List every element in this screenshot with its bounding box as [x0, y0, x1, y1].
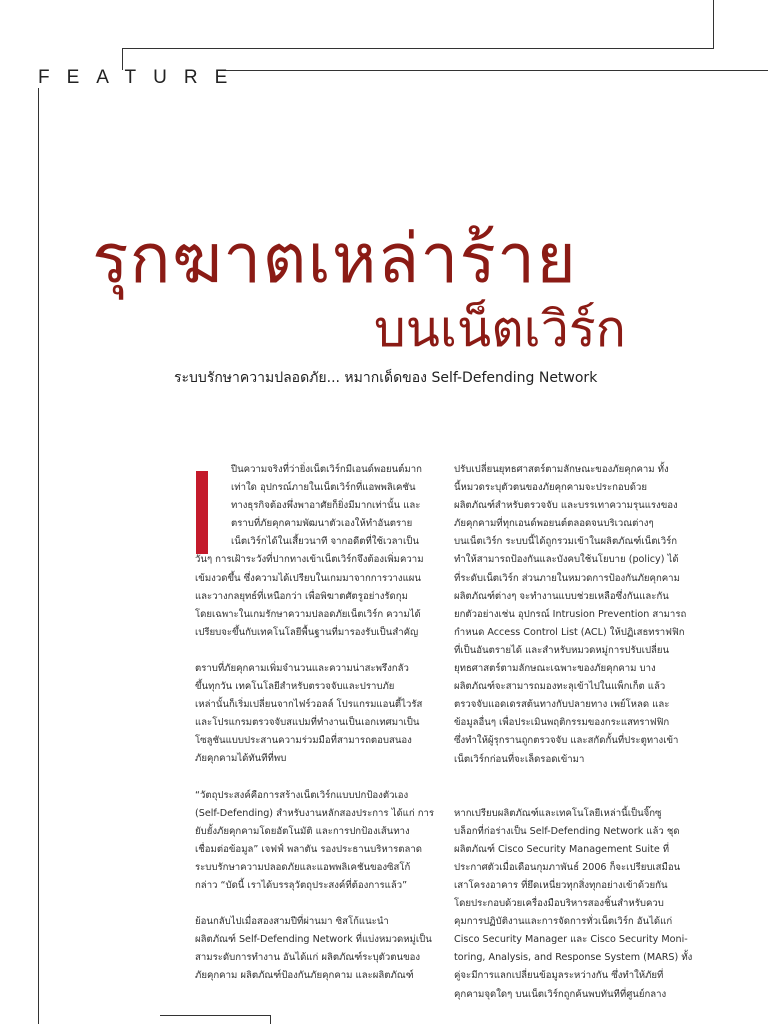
article-title-line2: บนเน็ตเวิร์ก [374, 300, 626, 358]
frame-header-rule [225, 70, 768, 71]
text-line: ภัยคุกคามได้ทันทีที่พบ [195, 753, 287, 765]
text-line: วันๆ การเฝ้าระวังที่ปากทางเข้าเน็ตเวิร์กจึงต้องเพิ่มความ [195, 554, 424, 566]
text-line: นี้หมวดระบุตัวตนของภัยคุกคามจะประกอบด้วย [454, 482, 647, 494]
text-line: ภัยคุกคาม ผลิตภัณฑ์ป้องกันภัยคุกคาม และผลิตภัณฑ์ [195, 970, 414, 982]
paragraph [454, 461, 702, 769]
text-line: toring, Analysis, and Response System (MARS) ทั้ง [454, 952, 693, 964]
text-line: ปีนความจริงที่ว่ายิ่งเน็ตเวิร์กมีเอนด์พอยนต์มาก [231, 464, 422, 475]
left-column [195, 461, 457, 985]
text-line: ที่ระดับเน็ตเวิร์ก ส่วนภายในหมวดการป้องกันภัยคุกคาม [454, 572, 680, 584]
frame-top-border [122, 48, 714, 49]
frame-top-border [713, 0, 714, 48]
text-line: บล็อกที่ก่อร่างเป็น Self-Defending Network แล้ว ชุด [454, 825, 680, 837]
text-line: เสาโครงอาคาร ที่ยึดเหนี่ยวทุกสิ่งทุกอย่างเข้าด้วยกัน [454, 879, 668, 891]
text-line: ซึ่งทำให้ผู้รุกรานถูกตรวจจับ และสกัดกั้นที่ประตูทางเข้า [454, 735, 679, 747]
text-line: คุมการปฏิบัติงานและการจัดการทั่วเน็ตเวิร์ก อันได้แก่ [454, 916, 673, 928]
text-line: หากเปรียบผลิตภัณฑ์และเทคโนโลยีเหล่านี้เป็นจิ๊กซู [454, 807, 662, 819]
text-line: ยับยั้งภัยคุกคามโดยอัตโนมัติ และการปกป้องเส้นทาง [195, 825, 410, 837]
text-line: เข้มงวดขึ้น ซึ่งความได้เปรียบในเกมมาจากการวางแผน [195, 572, 421, 584]
paragraph [454, 805, 702, 1004]
text-line: คู่จะมีการแลกเปลี่ยนข้อมูลระหว่างกัน ซึ่งทำให้ภัยที่ [454, 970, 664, 982]
text-line: โดยเฉพาะในเกมรักษาความปลอดภัยเน็ตเวิร์ก ความได้ [195, 608, 421, 620]
text-line: และวางกลยุทธ์ที่เหนือกว่า เพื่อพิฆาตศัตรูอย่างรัดกุม [195, 590, 408, 602]
text-line: เหล่านั้นก็เริ่มเปลี่ยนจากไฟร์วอลล์ โปรแกรมแอนตี้ไวรัส [195, 699, 423, 711]
text-line: สามระดับการทำงาน อันได้แก่ ผลิตภัณฑ์ระบุตัวตนของ [195, 952, 421, 964]
article-title-line1: รุกฆาตเหล่าร้าย [92, 220, 577, 299]
text-line: เน็ตเวิร์กก่อนที่จะเล็ดรอดเข้ามา [454, 753, 585, 765]
right-column [454, 461, 702, 1004]
text-line: ผลิตภัณฑ์ต่างๆ จะทำงานแบบช่วยเหลือซึ่งกันและกัน [454, 590, 669, 602]
text-line: “วัตถุประสงค์คือการสร้างเน็ตเวิร์กแบบปกป้องตัวเอง [195, 789, 409, 801]
text-line: ย้อนกลับไปเมื่อสองสามปีที่ผ่านมา ซิสโก้แนะนำ [195, 916, 389, 928]
text-line: เท่าใด อุปกรณ์ภายในเน็ตเวิร์กที่แอพพลิเคชัน [231, 482, 416, 494]
article-subtitle: ระบบรักษาความปลอดภัย... หมากเด็ดของ Self-Defending Network [174, 370, 598, 386]
text-line: ที่เป็นอันตรายได้ และสำหรับหมวดหมู่การปรับเปลี่ยน [454, 644, 670, 656]
text-line: ตรวจจับแอดเดรสต้นทางกับปลายทาง เพย์โหลด และ [454, 699, 670, 711]
text-line: ขึ้นทุกวัน เทคโนโลยีสำหรับตรวจจับและปราบภัย [195, 681, 395, 693]
text-line: เชื่อมต่อข้อมูล” เจฟฟ์ พลาตัน รองประธานบริหารตลาด [195, 843, 423, 855]
text-line: ผลิตภัณฑ์ Cisco Security Management Suite ที่ [454, 843, 670, 855]
paragraph [195, 660, 457, 769]
text-line: ยุทธศาสตร์ตามลักษณะเฉพาะของภัยคุกคาม บาง [454, 663, 656, 675]
text-line: โดยประกอบด้วยเครื่องมือบริหารสองชิ้นสำหรับควบ [454, 898, 664, 910]
text-line: ตราบที่ภัยคุกคามเพิ่มจำนวนและความน่าสะพรึงกลัว [195, 662, 409, 674]
text-line: ประกาศตัวเมื่อเดือนกุมภาพันธ์ 2006 ก็จะเปรียบเสมือน [454, 861, 681, 873]
text-line: ระบบรักษาความปลอดภัยและแอพพลิเคชันของซิสโก้ [195, 861, 411, 873]
paragraph [195, 913, 457, 985]
text-line: คุกคามจุดใดๆ บนเน็ตเวิร์กถูกค้นพบทันทีที่ศูนย์กลาง [454, 988, 667, 1000]
text-line: ข้อมูลอื่นๆ เพื่อประเมินพฤติกรรมของกระแสทราฟฟิก [454, 717, 670, 729]
text-line: ทำให้สามารถป้องกันและบังคบใช้นโยบาย (policy) ได้ [454, 554, 679, 566]
text-line: ทางธุรกิจต้องพึ่งพาอาศัยก็ยิ่งมีมากเท่านั้น และ [231, 500, 421, 512]
paragraph [195, 787, 457, 896]
paragraph [195, 461, 457, 642]
text-line: ผลิตภัณฑ์จะสามารถมองทะลุเข้าไปในแพ็กเก็ต แล้ว [454, 681, 666, 693]
text-line: Cisco Security Manager และ Cisco Security Moni- [454, 934, 688, 946]
frame-bottom-border [160, 1015, 271, 1016]
text-line: (Self-Defending) สำหรับงานหลักสองประการ ได้แก่ การ [195, 807, 435, 819]
text-line: โซลูชันแบบประสานความร่วมมือที่สามารถตอบสนอง [195, 735, 412, 747]
frame-bottom-border [270, 1015, 271, 1024]
text-line: และโปรแกรมตรวจจับสแปมที่ทำงานเป็นเอกเทศมาเป็น [195, 717, 420, 729]
text-line: ผลิตภัณฑ์ Self-Defending Network ที่แบ่งหมวดหมู่เป็น [195, 934, 432, 946]
text-line: เปรียบจะขึ้นกับเทคโนโลยีพื้นฐานที่มารองรับเป็นสำคัญ [195, 626, 419, 638]
text-line: ตราบที่ภัยคุกคามพัฒนาตัวเองให้ทำอันตราย [231, 518, 413, 530]
section-label: FEATURE [38, 67, 245, 88]
text-line: ยกตัวอย่างเช่น อุปกรณ์ Intrusion Prevention สามารถ [454, 608, 687, 620]
text-line: กล่าว “บัดนี้ เราได้บรรลุวัตถุประสงค์ที่ต้องการแล้ว” [195, 879, 408, 891]
text-line: เน็ตเวิร์กได้ในเสี้ยวนาที จากอดีตที่ใช้เวลาเป็น [231, 536, 419, 548]
text-line: ปรับเปลี่ยนยุทธศาสตร์ตามลักษณะของภัยคุกคาม ทั้ง [454, 464, 669, 475]
text-line: กำหนด Access Control List (ACL) ให้ปฏิเสธทราฟฟิก [454, 626, 685, 638]
text-line: ผลิตภัณฑ์สำหรับตรวจจับ และบรรเทาความรุนแรงของ [454, 500, 678, 512]
frame-left-border [38, 88, 39, 1024]
text-line: ภัยคุกคามที่ทุกเอนด์พอยนต์ตลอดจนบริเวณต่างๆ [454, 518, 654, 530]
text-line: บนเน็ตเวิร์ก ระบบนี้ได้ถูกรวมเข้าในผลิตภัณฑ์เน็ตเวิร์ก [454, 536, 678, 548]
